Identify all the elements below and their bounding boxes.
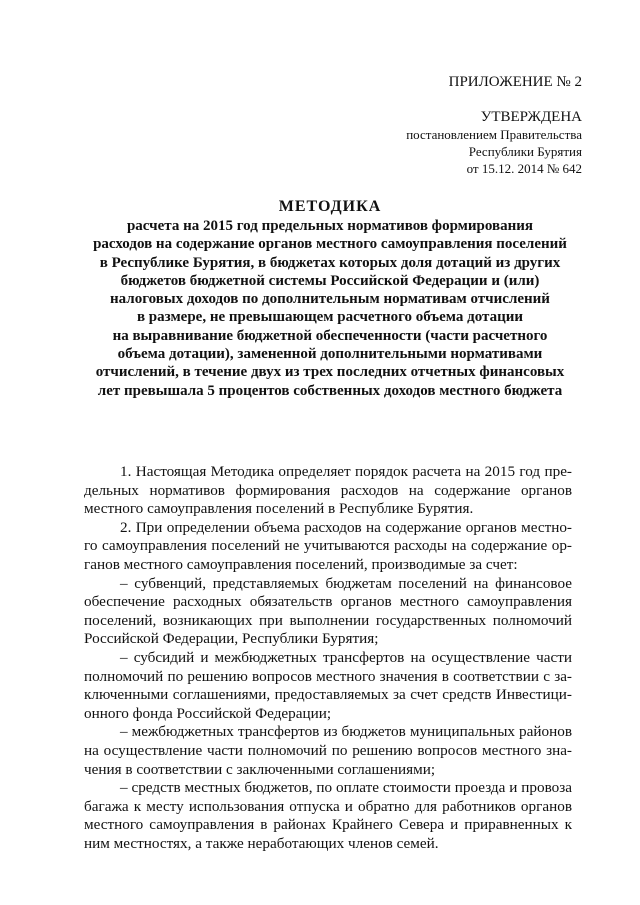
list-item-local-funds bbox=[84, 779, 572, 853]
subtitle-line: отчислений, в течение двух из трех последних отчетных финансовых bbox=[95, 364, 565, 381]
paragraph-line: чения в соответствии с заключенными соглашениями; bbox=[84, 760, 436, 778]
paragraph-line: онного фонда Российской Федерации; bbox=[84, 704, 332, 722]
paragraph-line: 2. При определении объема расходов на содержание органов местно- bbox=[120, 518, 572, 536]
subtitle-line: налоговых доходов по дополнительным нормативам отчислений bbox=[110, 291, 550, 308]
paragraph-line: местного самоуправления в районах Крайнего Севера и приравненных к bbox=[84, 816, 572, 834]
paragraph-2 bbox=[84, 519, 572, 575]
paragraph-line: обеспечение расходных обязательств органов местного самоуправления bbox=[84, 593, 572, 611]
document-title: МЕТОДИКА bbox=[278, 198, 382, 215]
subtitle-line: лет превышала 5 процентов собственных доходов местного бюджета bbox=[97, 382, 563, 399]
subtitle-line: объема дотации), замененной дополнительными нормативами bbox=[117, 346, 543, 363]
subtitle-line: в размере, не превышающем расчетного объема дотации bbox=[136, 309, 524, 326]
approval-block bbox=[362, 109, 582, 177]
approval-heading: УТВЕРЖДЕНА bbox=[480, 109, 582, 125]
paragraph-line: – субвенций, представляемых бюджетам поселений на финансовое bbox=[120, 574, 572, 592]
paragraph-line: – субсидий и межбюджетных трансфертов на осуществление части bbox=[120, 648, 572, 666]
paragraph-line: го самоуправления поселений не учитываются расходы на содержание ор- bbox=[84, 537, 572, 555]
subtitle-line: расходов на содержание органов местного самоуправления поселений bbox=[93, 236, 567, 253]
paragraph-line: полномочий по решению вопросов местного значения в соответствии с за- bbox=[84, 667, 572, 685]
document-body bbox=[84, 463, 572, 853]
paragraph-line: местного самоуправления поселений в Республике Бурятия. bbox=[84, 500, 474, 518]
paragraph-1 bbox=[84, 463, 572, 519]
approval-line: от 15.12. 2014 № 642 bbox=[466, 161, 582, 176]
paragraph-line: 1. Настоящая Методика определяет порядок расчета на 2015 год пре- bbox=[120, 463, 572, 480]
approval-line: постановлением Правительства bbox=[406, 127, 582, 142]
list-item-transfers bbox=[84, 723, 572, 779]
paragraph-line: багажа к месту использования отпуска и обратно для работников органов bbox=[84, 797, 572, 815]
appendix-label: ПРИЛОЖЕНИЕ № 2 bbox=[448, 74, 582, 90]
document-subtitle bbox=[70, 217, 590, 400]
subtitle-line: расчета на 2015 год предельных нормативов формирования bbox=[126, 218, 534, 234]
subtitle-line: на выравнивание бюджетной обеспеченности (части расчетного bbox=[112, 327, 548, 344]
paragraph-line: ключенными соглашениями, предоставляемых за счет средств Инвестици- bbox=[84, 686, 572, 704]
paragraph-line: Российской Федерации, Республики Бурятия; bbox=[84, 630, 379, 648]
paragraph-line: ганов местного самоуправления поселений, производимые за счет: bbox=[84, 555, 518, 573]
paragraph-line: дельных нормативов формирования расходов на содержание органов bbox=[84, 481, 572, 499]
list-item-subventions bbox=[84, 575, 572, 649]
paragraph-line: на осуществление части полномочий по решению вопросов местного зна- bbox=[84, 741, 572, 759]
paragraph-line: – межбюджетных трансфертов из бюджетов муниципальных районов bbox=[120, 723, 572, 741]
paragraph-line: поселений, возникающих при выполнении государственных полномочий bbox=[84, 611, 572, 629]
paragraph-line: – средств местных бюджетов, по оплате стоимости проезда и провоза bbox=[120, 779, 572, 797]
paragraph-line: ним местностях, а также неработающих членов семей. bbox=[84, 834, 439, 852]
list-item-subsidies bbox=[84, 649, 572, 723]
subtitle-line: в Республике Бурятия, в бюджетах которых доля дотаций из других bbox=[99, 254, 561, 271]
title-block bbox=[70, 196, 590, 400]
approval-line: Республики Бурятия bbox=[468, 144, 582, 159]
subtitle-line: бюджетов бюджетной системы Российской Федерации и (или) bbox=[120, 272, 540, 289]
